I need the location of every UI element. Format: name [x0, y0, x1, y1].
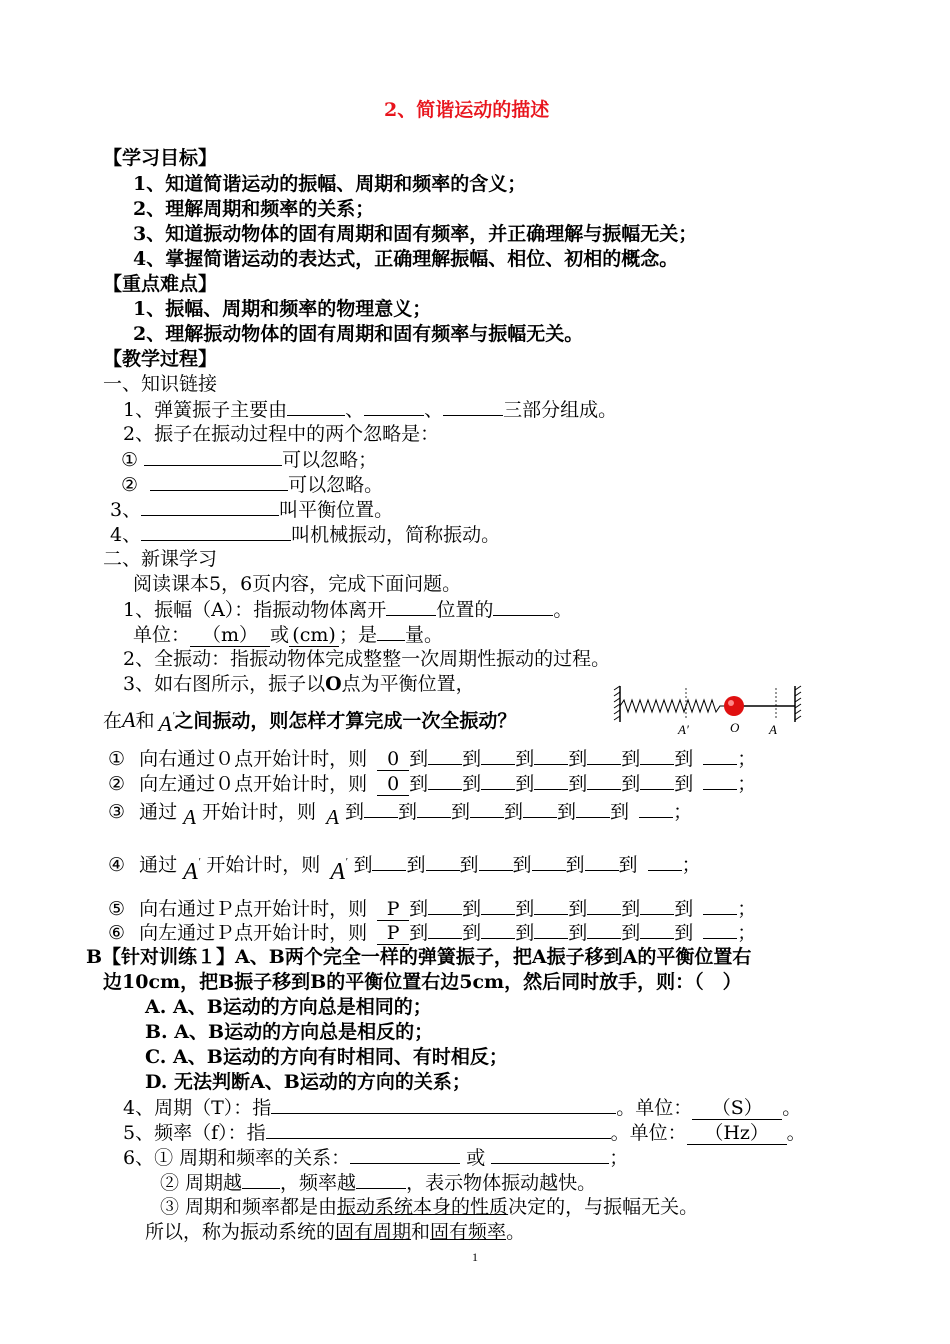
blank[interactable]	[271, 1095, 616, 1114]
keypoint-item: 2、理解振动物体的固有周期和固有频率与振幅无关。	[133, 323, 584, 345]
fig-text-b: 点为平衡位置，	[341, 673, 475, 695]
full-vibration-line: 2、全振动：指振动物体完成整整一次周期性振动的过程。	[123, 648, 611, 670]
case-3-line	[108, 799, 692, 829]
to: 到	[409, 773, 429, 795]
to: 到	[568, 748, 588, 770]
unit-is: ；是	[339, 624, 378, 646]
case-start: P	[377, 922, 409, 945]
case-text: 向右通过０点开始计时，则	[139, 748, 368, 770]
to: 到	[568, 922, 588, 944]
intro-line: 阅读课本5，6页内容，完成下面问题。	[133, 573, 462, 595]
case-1-line	[108, 746, 756, 771]
blank[interactable]	[640, 771, 674, 790]
to: 到	[462, 922, 482, 944]
to: 到	[621, 773, 641, 795]
training-question-line-2: 边10cm，把B振子移到B的平衡位置右边5cm，然后同时放手，则：（ ）	[103, 971, 742, 993]
amp-text-b: 位置的	[436, 599, 494, 621]
blank[interactable]	[479, 852, 513, 871]
blank[interactable]	[242, 1170, 280, 1189]
to: 到	[610, 801, 630, 823]
blank[interactable]	[428, 746, 462, 765]
circled-number: ⑥	[108, 922, 126, 944]
unit-or: 或	[270, 624, 290, 646]
to: 到	[409, 898, 429, 920]
to: 到	[459, 854, 479, 876]
separator: 、	[345, 399, 365, 421]
oscillator-ball-icon	[724, 696, 744, 716]
relation-text-c: ，表示物体振动越快。	[406, 1172, 597, 1194]
to: 到	[409, 748, 429, 770]
blank[interactable]	[532, 852, 566, 871]
to: 到	[621, 898, 641, 920]
end: ；	[681, 854, 701, 876]
circled-number: ②	[108, 773, 126, 795]
period-unit: （S）	[692, 1097, 782, 1120]
to: 到	[397, 801, 417, 823]
to: 到	[568, 773, 588, 795]
blank[interactable]	[534, 746, 568, 765]
amplitude-line	[123, 597, 572, 622]
blank[interactable]	[150, 472, 288, 491]
blank[interactable]	[266, 1120, 611, 1139]
symbol-A-prime: A′	[158, 710, 175, 736]
blank[interactable]	[491, 1145, 609, 1164]
blank[interactable]	[587, 920, 621, 939]
process-heading: 【教学过程】	[103, 348, 218, 370]
blank[interactable]	[703, 771, 737, 790]
blank[interactable]	[481, 771, 515, 790]
case-6-line	[108, 920, 756, 945]
relation-text: 6、① 周期和频率的关系：	[123, 1147, 351, 1169]
circled-number: ①	[121, 449, 139, 471]
training-question-line-1: B【针对训练１】A、B两个完全一样的弹簧振子，把A振子移到A的平衡位置右	[86, 946, 752, 968]
conclusion-text: 所以，称为振动系统的	[145, 1221, 336, 1243]
case-text: 向左通过０点开始计时，则	[139, 773, 368, 795]
blank[interactable]	[703, 746, 737, 765]
blank[interactable]	[386, 597, 436, 616]
q3-num: 3、	[110, 499, 142, 521]
blank[interactable]	[443, 397, 503, 416]
goal-item: 3、知道振动物体的固有周期和固有频率，并正确理解与振幅无关；	[133, 223, 698, 245]
blank[interactable]	[493, 597, 553, 616]
q1-tail: 三部分组成。	[503, 399, 618, 421]
blank[interactable]	[534, 771, 568, 790]
period-line	[123, 1095, 801, 1120]
q4-num: 4、	[110, 524, 142, 546]
relation-text-b: ，频率越	[280, 1172, 357, 1194]
case-text: 向左通过Ｐ点开始计时，则	[139, 922, 368, 944]
end: 。	[786, 1122, 806, 1144]
conclusion-line	[145, 1220, 525, 1244]
blank[interactable]	[426, 852, 460, 871]
unit-label: 单位：	[133, 624, 191, 646]
option-b[interactable]: B. A、B运动的方向总是相反的；	[145, 1021, 434, 1043]
underlined-term: 固有频率	[430, 1221, 507, 1243]
fig-text: 3、如右图所示，振子以	[123, 673, 326, 695]
to: 到	[515, 748, 535, 770]
amp-text: 1、振幅（A）：指振动物体离开	[123, 599, 387, 621]
goal-item: 2、理解周期和频率的关系；	[133, 198, 375, 220]
label-O: O	[730, 720, 740, 735]
keypoints-heading: 【重点难点】	[103, 273, 218, 295]
to: 到	[557, 801, 577, 823]
blank[interactable]	[141, 497, 279, 516]
blank[interactable]	[141, 522, 291, 541]
case-text: 通过	[139, 801, 178, 823]
to: 到	[674, 898, 694, 920]
end: ；	[737, 922, 757, 944]
blank[interactable]	[639, 799, 673, 818]
to: 到	[565, 854, 585, 876]
keypoint-item: 1、振幅、周期和频率的物理意义；	[133, 298, 432, 320]
q2-1-line	[121, 447, 377, 472]
to: 到	[621, 922, 641, 944]
unit-cm: (cm)	[289, 624, 339, 647]
goal-item: 4、掌握简谐运动的表达式，正确理解振幅、相位、初相的概念。	[133, 248, 679, 270]
blank[interactable]	[481, 746, 515, 765]
spring-icon	[620, 700, 726, 712]
to: 到	[451, 801, 471, 823]
blank[interactable]	[587, 771, 621, 790]
circled-number: ⑤	[108, 898, 126, 920]
blank[interactable]	[640, 920, 674, 939]
to: 到	[512, 854, 532, 876]
to: 到	[353, 854, 373, 876]
symbol-A: A	[122, 707, 136, 732]
blank[interactable]	[356, 1170, 406, 1189]
relation-text: ② 周期越	[160, 1172, 243, 1194]
section1-heading: 一、知识链接	[103, 373, 218, 395]
blank[interactable]	[640, 896, 674, 915]
or-text: 或	[466, 1147, 486, 1169]
blank[interactable]	[640, 746, 674, 765]
period-text: 4、周期（T）：指	[123, 1097, 272, 1119]
blank[interactable]	[287, 397, 345, 416]
q3-text: 叫平衡位置。	[279, 499, 394, 521]
unit-label: 。单位：	[616, 1097, 693, 1119]
to: 到	[406, 854, 426, 876]
blank[interactable]	[417, 799, 451, 818]
to: 到	[409, 922, 429, 944]
option-a[interactable]: A. A、B运动的方向总是相同的；	[145, 996, 432, 1018]
to: 到	[504, 801, 524, 823]
case-text: 向右通过Ｐ点开始计时，则	[139, 898, 368, 920]
q2-line: 2、振子在振动过程中的两个忽略是：	[123, 423, 440, 445]
label-A: A	[769, 722, 777, 737]
case-text: 通过	[139, 854, 178, 876]
option-d[interactable]: D. 无法判断A、B运动的方向的关系；	[145, 1071, 471, 1093]
unit-label: 。单位：	[610, 1122, 687, 1144]
relation-line	[123, 1145, 628, 1170]
circled-number: ②	[121, 474, 139, 496]
end: ；	[737, 773, 757, 795]
case-5-line	[108, 896, 756, 921]
to: 到	[674, 922, 694, 944]
circled-number: ③	[108, 801, 126, 823]
option-c[interactable]: C. A、B运动的方向有时相同、有时相反；	[145, 1046, 508, 1068]
end: ；	[609, 1147, 629, 1169]
symbol-A: A	[183, 805, 196, 829]
goal-item: 1、知道简谐运动的振幅、周期和频率的含义；	[133, 173, 527, 195]
separator: 、	[424, 399, 444, 421]
frequency-text: 5、频率（f）：指	[123, 1122, 266, 1144]
q2-1-text: 可以忽略；	[282, 449, 378, 471]
label-A-prime: A′	[678, 722, 689, 737]
symbol-A-prime: A′	[330, 856, 348, 885]
spring-oscillator-figure	[612, 680, 808, 742]
section2-heading: 二、新课学习	[103, 548, 218, 570]
blank[interactable]	[534, 920, 568, 939]
underlined-term: 固有周期	[335, 1221, 412, 1243]
between-line	[103, 704, 516, 736]
q2-2-text: 可以忽略。	[288, 474, 384, 496]
case-2-line	[108, 771, 756, 796]
page-number: 1	[472, 1250, 478, 1264]
case-text: 开始计时，则	[202, 801, 317, 823]
blank[interactable]	[523, 799, 557, 818]
frequency-unit: （Hz）	[687, 1122, 787, 1145]
between-text: 在	[103, 710, 123, 732]
relation-3-line	[160, 1195, 698, 1219]
circled-number: ④	[108, 854, 126, 876]
unit-end: 量。	[405, 624, 444, 646]
blank[interactable]	[481, 896, 515, 915]
end: ；	[737, 898, 757, 920]
relation-text: ③ 周期和频率都是由	[160, 1196, 338, 1218]
point-o: O	[325, 673, 342, 695]
blank[interactable]	[428, 896, 462, 915]
blank[interactable]	[648, 852, 682, 871]
to: 到	[674, 748, 694, 770]
amp-end: 。	[553, 599, 573, 621]
to: 到	[462, 898, 482, 920]
to: 到	[344, 801, 364, 823]
case-start: 0	[377, 748, 409, 771]
to: 到	[674, 773, 694, 795]
q1-text: 1、弹簧振子主要由	[123, 399, 288, 421]
end: 。	[506, 1221, 526, 1243]
relation-2-line	[160, 1170, 596, 1195]
case-start: P	[377, 898, 409, 921]
and-text: 和	[135, 710, 155, 732]
circled-number: ①	[108, 748, 126, 770]
blank[interactable]	[587, 746, 621, 765]
to: 到	[515, 773, 535, 795]
blank[interactable]	[428, 771, 462, 790]
to: 到	[568, 898, 588, 920]
blank[interactable]	[364, 799, 398, 818]
blank[interactable]	[350, 1145, 460, 1164]
q4-text: 叫机械振动，简称振动。	[291, 524, 501, 546]
figure-intro-line	[123, 672, 475, 696]
end: 。	[782, 1097, 802, 1119]
end: ；	[673, 801, 693, 823]
blank[interactable]	[377, 622, 405, 641]
to: 到	[515, 898, 535, 920]
unit-m: （m）	[190, 624, 270, 647]
blank[interactable]	[364, 397, 424, 416]
q2-2-line	[121, 472, 383, 497]
underlined-term: 振动系统本身的性质	[337, 1196, 509, 1218]
to: 到	[515, 922, 535, 944]
unit-line	[133, 622, 443, 647]
case-text: 开始计时，则	[206, 854, 321, 876]
symbol-A: A	[326, 805, 339, 829]
frequency-line	[123, 1120, 806, 1145]
page-title: 2、简谐运动的描述	[384, 99, 550, 121]
to: 到	[618, 854, 638, 876]
q1-line	[123, 397, 617, 422]
blank[interactable]	[587, 896, 621, 915]
blank[interactable]	[470, 799, 504, 818]
between-question: 之间振动，则怎样才算完成一次全振动？	[174, 710, 517, 732]
blank[interactable]	[372, 852, 406, 871]
case-4-line	[108, 850, 701, 884]
blank[interactable]	[703, 896, 737, 915]
case-start: 0	[377, 773, 409, 796]
relation-text-b: 决定的，与振幅无关。	[508, 1196, 699, 1218]
and-text: 和	[411, 1221, 431, 1243]
to: 到	[462, 773, 482, 795]
q4-line	[110, 522, 500, 547]
to: 到	[462, 748, 482, 770]
blank[interactable]	[585, 852, 619, 871]
blank[interactable]	[576, 799, 610, 818]
blank[interactable]	[703, 920, 737, 939]
goals-heading: 【学习目标】	[103, 147, 218, 169]
blank[interactable]	[428, 920, 462, 939]
q3-line	[110, 497, 393, 522]
blank[interactable]	[534, 896, 568, 915]
blank[interactable]	[481, 920, 515, 939]
symbol-A-prime: A′	[183, 856, 201, 885]
end: ；	[737, 748, 757, 770]
to: 到	[621, 748, 641, 770]
blank[interactable]	[144, 447, 282, 466]
